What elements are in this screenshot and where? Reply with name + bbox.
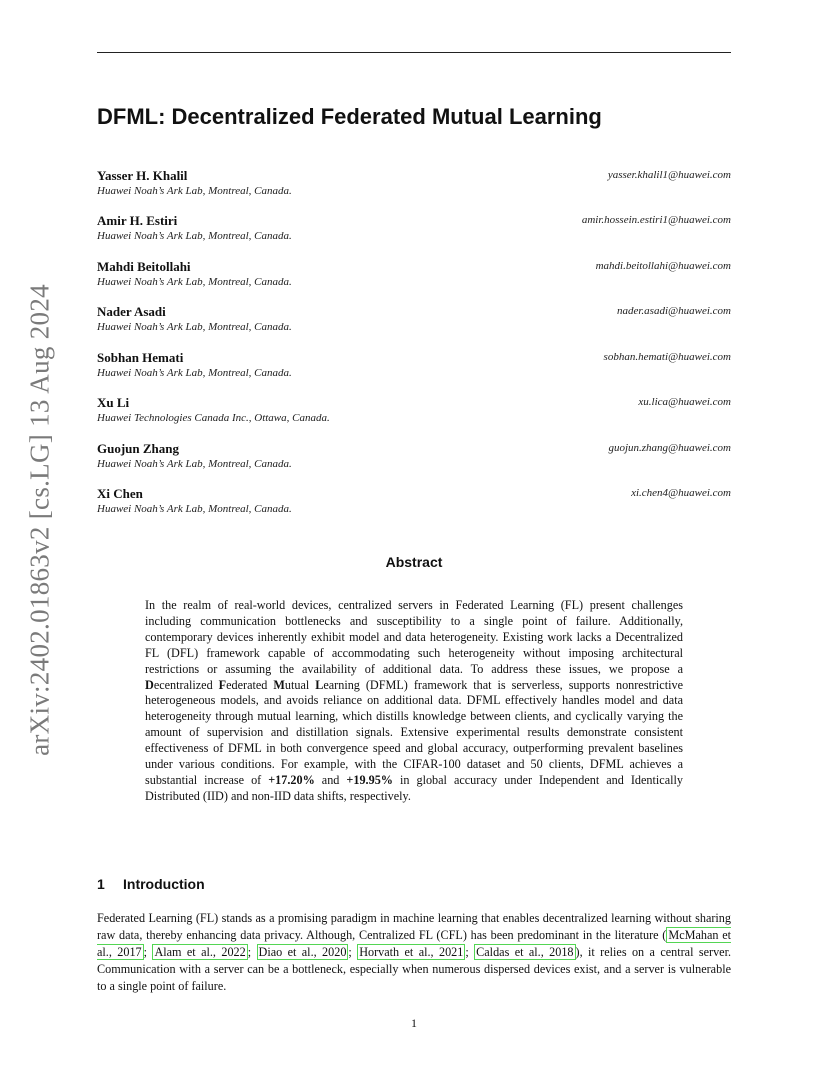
introduction-text: ), it relies on a central server. Communication with a server can be a bottleneck, especially when numerous dispersed devices exist, and a server is vulnerable to a single point of failure.: [97, 945, 732, 993]
citation-link[interactable]: Alam et al., 2022: [154, 945, 246, 959]
author-name: Mahdi Beitollahi: [97, 259, 191, 274]
abstract-text: utual: [284, 677, 316, 692]
author-email: xi.chen4@huawei.com: [631, 487, 731, 499]
author-affiliation: Huawei Noah’s Ark Lab, Montreal, Canada.: [97, 458, 292, 470]
citation-link[interactable]: McMahan et al., 2017: [97, 928, 731, 959]
section-number: 1: [97, 876, 105, 892]
abstract-text: and: [314, 772, 347, 787]
abstract-emphasis: D: [145, 677, 154, 692]
author-name: Nader Asadi: [97, 304, 166, 319]
author-affiliation: Huawei Noah’s Ark Lab, Montreal, Canada.: [97, 503, 292, 515]
author-email: amir.hossein.estiri1@huawei.com: [581, 214, 731, 226]
author-affiliation: Huawei Noah’s Ark Lab, Montreal, Canada.: [97, 185, 292, 197]
author-name: Xi Chen: [97, 486, 143, 501]
author-block: [97, 168, 731, 204]
citation-link[interactable]: Caldas et al., 2018: [476, 945, 574, 959]
page-number: 1: [411, 1016, 417, 1030]
abstract-result-noniid: +19.95%: [346, 772, 393, 787]
author-email: sobhan.hemati@huawei.com: [603, 351, 731, 363]
author-email: guojun.zhang@huawei.com: [608, 442, 731, 454]
author-block: [97, 441, 731, 477]
author-email: xu.lica@huawei.com: [638, 396, 731, 408]
author-block: [97, 304, 731, 340]
author-name: Sobhan Hemati: [97, 350, 184, 365]
abstract-emphasis: M: [273, 677, 285, 692]
author-email: mahdi.beitollahi@huawei.com: [595, 260, 731, 272]
abstract-emphasis: L: [315, 677, 324, 692]
abstract-text: in global accuracy under Independent and Identically Distributed (IID) and non-IID data shifts, respectively.: [145, 772, 683, 803]
abstract-text: In the realm of real-world devices, centralized servers in Federated Learning (FL) present challenges including communication bottlenecks and susceptibility to a single point of failure. Additionally, contemporary devices inherently exhibit model and data heterogeneity. Existing work lacks a Decentralized FL (DFL) framework capable of accommodating such heterogeneity without imposing architectural restrictions or assuming the availability of additional data. To address these issues, we propose a: [145, 598, 683, 676]
author-affiliation: Huawei Technologies Canada Inc., Ottawa, Canada.: [97, 412, 330, 424]
author-name: Amir H. Estiri: [97, 213, 178, 228]
section-heading-introduction: [97, 876, 205, 892]
author-name: Xu Li: [97, 395, 130, 410]
author-affiliation: Huawei Noah’s Ark Lab, Montreal, Canada.: [97, 321, 292, 333]
citation-link[interactable]: Diao et al., 2020: [258, 945, 347, 959]
top-rule: [97, 52, 731, 53]
author-affiliation: Huawei Noah’s Ark Lab, Montreal, Canada.: [97, 276, 292, 288]
author-email: nader.asadi@huawei.com: [616, 305, 731, 317]
citation-link[interactable]: Horvath et al., 2021: [359, 945, 464, 959]
author-email: yasser.khalil1@huawei.com: [607, 169, 731, 181]
paper-title: DFML: Decentralized Federated Mutual Learning: [97, 104, 602, 129]
author-block: [97, 486, 731, 522]
abstract-heading: Abstract: [385, 554, 443, 570]
author-affiliation: Huawei Noah’s Ark Lab, Montreal, Canada.: [97, 367, 292, 379]
author-block: [97, 213, 731, 249]
abstract-result-iid: +17.20%: [268, 772, 315, 787]
abstract-text: ederated: [226, 677, 274, 692]
introduction-text: Federated Learning (FL) stands as a promising paradigm in machine learning that enables decentralized learning without sharing raw data, thereby enhancing data privacy. Although, Centralized FL (CFL) has been predominant in the literature (: [97, 911, 731, 942]
author-affiliation: Huawei Noah’s Ark Lab, Montreal, Canada.: [97, 230, 292, 242]
abstract-emphasis: F: [218, 677, 227, 692]
author-block: [97, 350, 731, 386]
section-title: Introduction: [123, 876, 205, 892]
author-name: Guojun Zhang: [97, 441, 180, 456]
introduction-body: Federated Learning (FL) stands as a promising paradigm in machine learning that enables decentralized learning without sharing raw data, thereby enhancing data privacy. Although, Centralized FL (CFL) has been predominant in the literature ( McMahan et al., 2017 ; Alam et al., 2022 ; Diao et al., 2020 ; Horvath et al., 2021 ; Caldas et al., 2018 ), it relies on a central server. Communication with a server can be a bottleneck, especially when numerous dispersed devices exist, and a server is vulnerable to a single point of failure.: [97, 911, 732, 993]
abstract-body: [145, 598, 683, 805]
author-name: Yasser H. Khalil: [97, 168, 188, 183]
abstract-text: earning (DFML) framework that is serverless, supports nonrestrictive heterogeneous models, and avoids reliance on additional data. DFML effectively handles model and data heterogeneity through mutual learning, which distills knowledge between clients, and cyclically varying the amount of supervision and distillation signals. Extensive experimental results demonstrate consistent effectiveness of DFML in both convergence speed and global accuracy, outperforming prevalent baselines under various conditions. For example, with the CIFAR-100 dataset and 50 clients, DFML achieves a substantial increase of: [145, 677, 683, 787]
author-block: [97, 395, 731, 431]
arxiv-identifier: arXiv:2402.01863v2 [cs.LG] 13 Aug 2024: [24, 284, 55, 756]
author-block: [97, 259, 731, 295]
abstract-text: ecentralized: [153, 677, 219, 692]
